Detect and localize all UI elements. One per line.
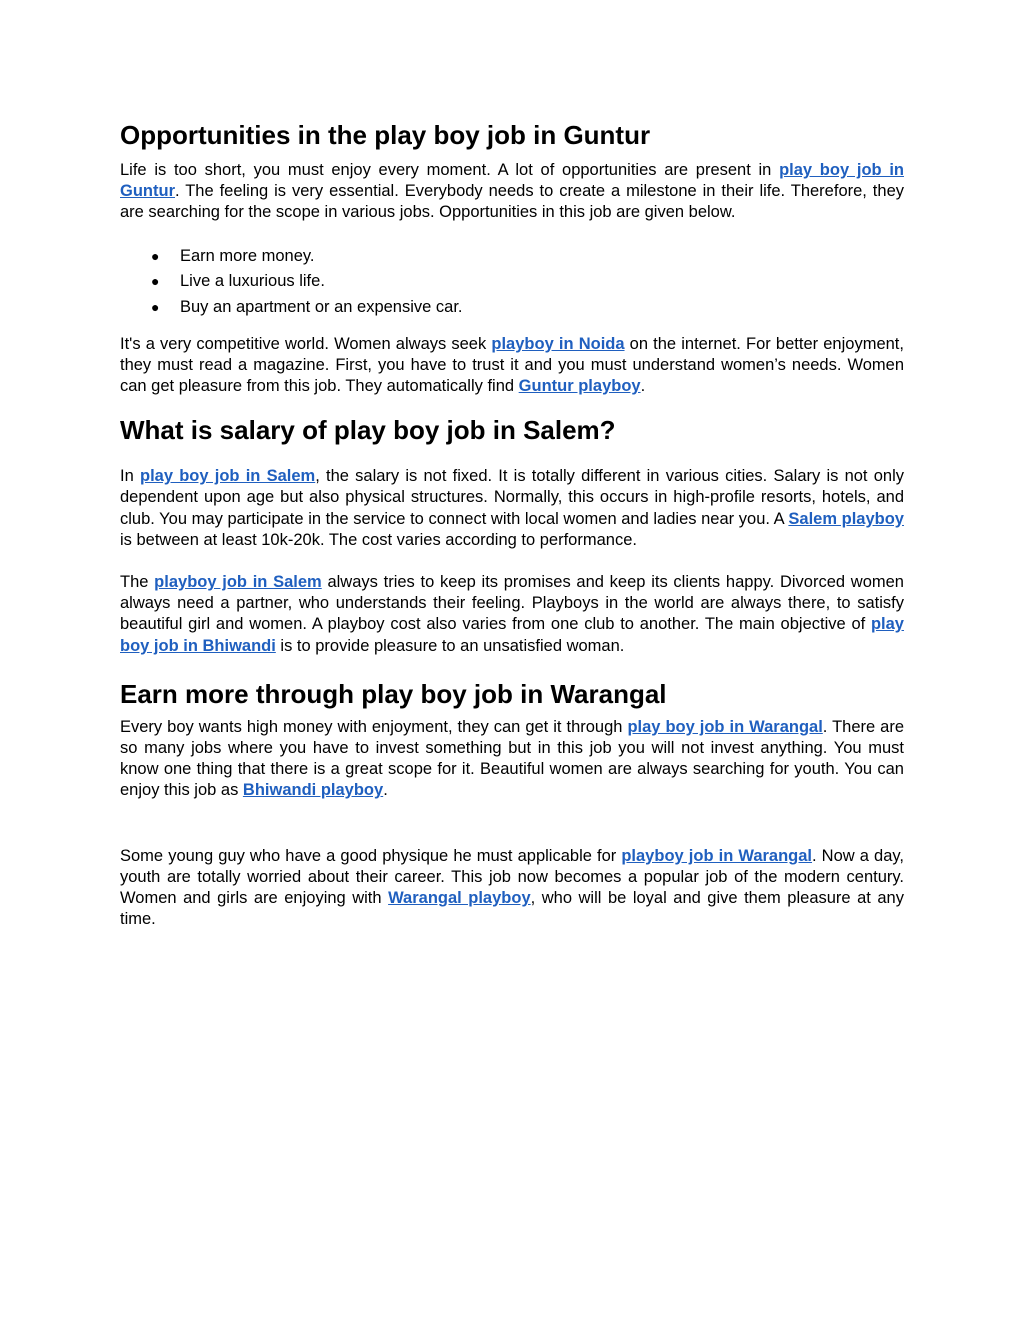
paragraph-warangal-career: Some young guy who have a good physique he must applicable for playboy job in Warangal. Now a day, youth are totally worried about their career. This job now becomes a popular job of the modern century. Women and girls are enjoying with Warangal playboy, who will be loyal and give them pleasure at any time.: [120, 846, 905, 929]
list-item: ● Buy an apartment or an expensive car.: [151, 297, 463, 316]
paragraph-warangal-money: Every boy wants high money with enjoyment, they can get it through play boy job in Warangal. There are so many jobs where you have to invest something but in this job you will not invest anything. You must know one thing that there is a great scope for it. Beautiful women are always searching for youth. You can enjoy this job as Bhiwandi playboy.: [120, 717, 905, 800]
list-item: ● Live a luxurious life.: [151, 272, 325, 291]
link-playboy-job-in-salem[interactable]: playboy job in Salem: [154, 573, 322, 592]
link-play-boy-job-in-salem[interactable]: play boy job in Salem: [139, 467, 316, 486]
opportunities-list: [120, 246, 904, 318]
paragraph-competitive-world: It's a very competitive world. Women always seek playboy in Noida on the internet. For better enjoyment, they must read a magazine. First, you have to trust it and you must understand women’s needs. Women can get pleasure from this job. They automatically find Guntur playboy.: [120, 334, 904, 396]
bullet-icon: ●: [151, 273, 160, 290]
paragraph-salem-promises: The playboy job in Salem always tries to keep its promises and keep its clients happy. Divorced women always need a partner, who understands their feeling. Playboys in the world are always there, to satisfy beautiful girl and women. A playboy cost also varies from one club to another. The main objective of play boy job in Bhiwandi is to provide pleasure to an unsatisfied woman.: [120, 573, 904, 655]
bullet-icon: ●: [151, 298, 160, 315]
link-warangal-playboy[interactable]: Warangal playboy: [388, 889, 531, 908]
link-play-boy-job-in-warangal[interactable]: play boy job in Warangal: [627, 717, 823, 736]
bullet-icon: ●: [151, 247, 160, 264]
link-guntur-playboy[interactable]: Guntur playboy: [518, 377, 641, 396]
heading-guntur: Opportunities in the play boy job in Guntur: [120, 120, 651, 150]
link-playboy-job-in-warangal[interactable]: playboy job in Warangal: [621, 846, 813, 865]
list-item: ● Earn more money.: [151, 246, 315, 265]
paragraph-salem-salary: In play boy job in Salem, the salary is not fixed. It is totally different in various cities. Salary is not only dependent upon age but also physical structures. Normally, this occurs in high-profile resorts, hotels, and club. You may participate in the service to connect with local women and ladies near you. A Salem playboy is between at least 10k-20k. The cost varies according to performance.: [120, 467, 904, 549]
paragraph-guntur-intro: Life is too short, you must enjoy every moment. A lot of opportunities are present in play boy job in Guntur. The feeling is very essential. Everybody needs to create a milestone in their life. Therefore, they are searching for the scope in various jobs. Opportunities in this job are given below.: [120, 161, 904, 222]
heading-salem-salary: What is salary of play boy job in Salem?: [120, 415, 616, 446]
heading-warangal: Earn more through play boy job in Warangal: [120, 678, 667, 709]
link-play-boy-job-in-guntur[interactable]: play boy job in Guntur: [120, 161, 904, 201]
link-play-boy-job-in-bhiwandi[interactable]: play boy job in Bhiwandi: [120, 615, 904, 655]
document-page: [120, 118, 904, 930]
link-playboy-in-noida[interactable]: playboy in Noida: [491, 334, 625, 353]
link-bhiwandi-playboy[interactable]: Bhiwandi playboy: [242, 781, 384, 800]
link-salem-playboy[interactable]: Salem playboy: [788, 509, 904, 528]
